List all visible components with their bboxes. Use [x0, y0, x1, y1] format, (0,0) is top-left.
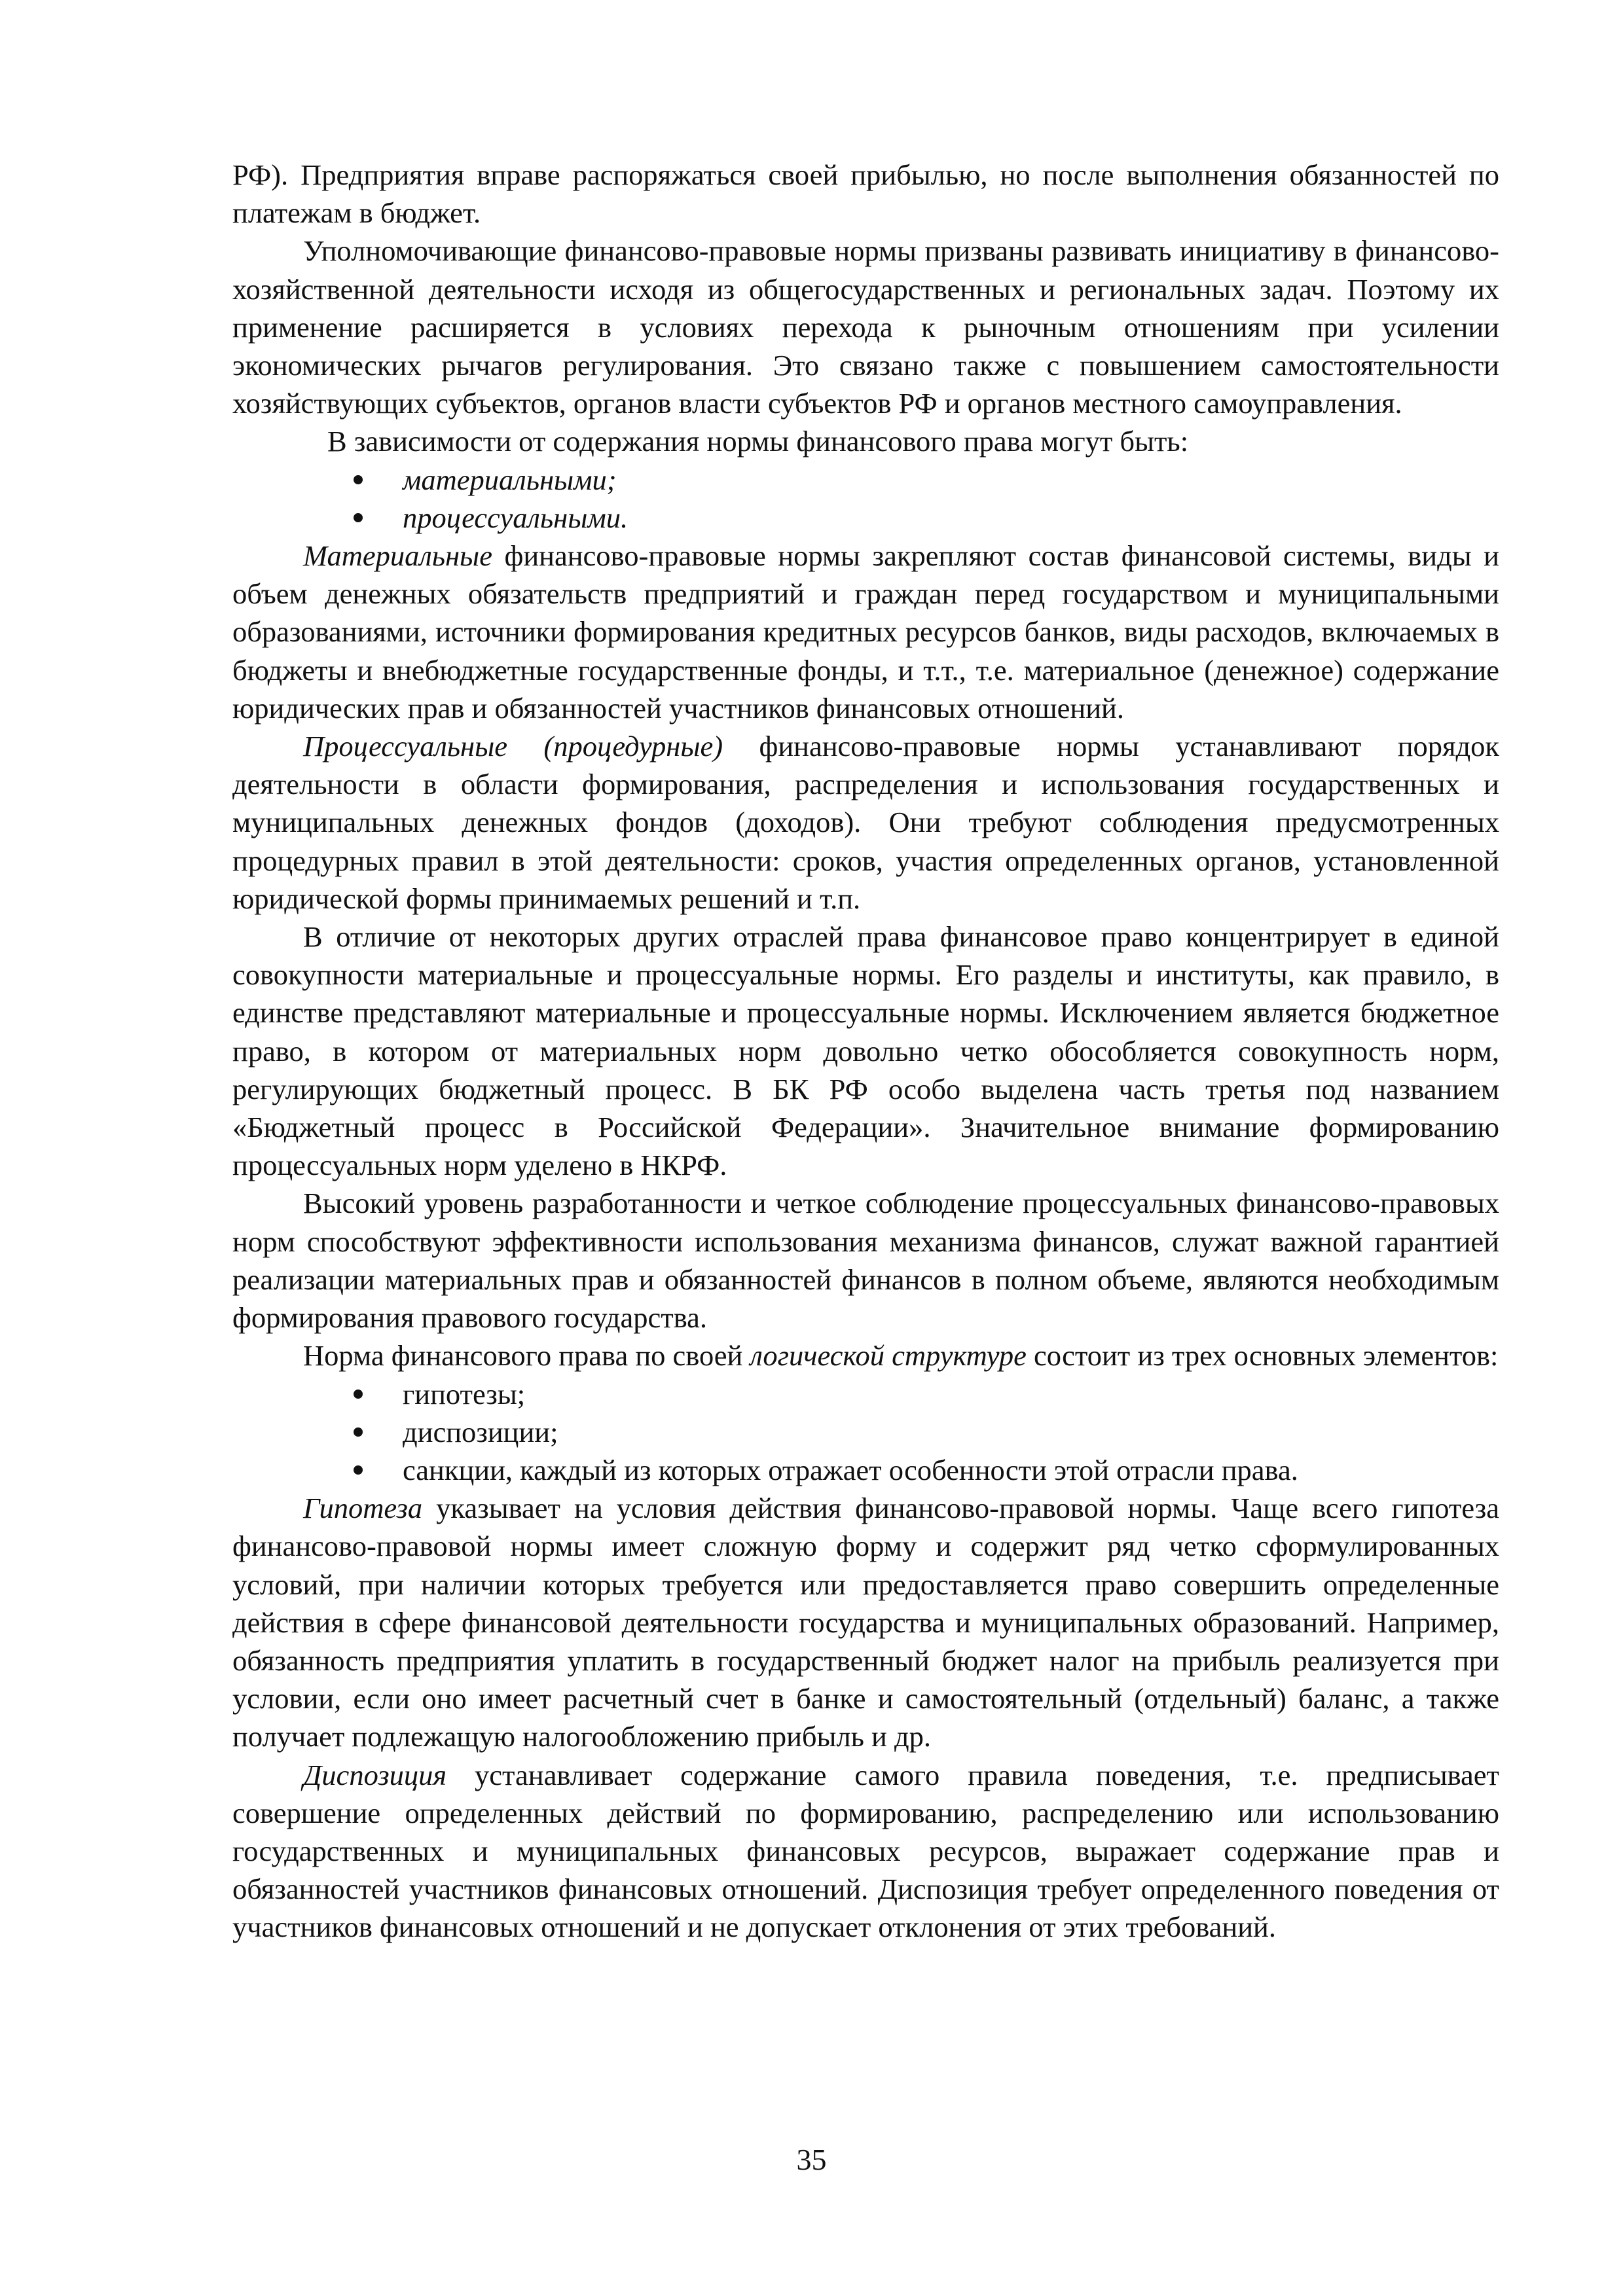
list-norm-types	[232, 461, 1499, 537]
bullet-icon	[354, 513, 363, 522]
paragraph-disposition	[232, 1756, 1499, 1946]
paragraph-text: финансово-правовые нормы устанавливают порядок деятельности в области формирования, распределения и использования государственных и муниципальных денежных фондов (доходов). Они требуют соблюдения предусмотренных процедурных правил в этой деятельности: сроков, участия определенных органов, установленной юридической формы принимаемых решений и т.п.	[232, 730, 1499, 915]
term-logical-structure: логической структуре	[750, 1339, 1027, 1372]
bullet-icon	[354, 1427, 363, 1437]
list-item	[232, 499, 1499, 537]
list-item	[232, 1451, 1499, 1489]
list-item-text: диспозиции;	[403, 1415, 558, 1448]
bullet-icon	[354, 1390, 363, 1399]
list-item-text: процессуальными.	[403, 501, 629, 534]
term-material: Материальные	[303, 539, 492, 573]
paragraph-hypothesis	[232, 1489, 1499, 1755]
document-page	[232, 156, 1499, 1946]
list-item-text: гипотезы;	[403, 1377, 526, 1410]
paragraph-text: финансово-правовые нормы закрепляют состав финансовой системы, виды и объем денежных обязательств предприятий и граждан перед государством и муниципальными образованиями, источники формирования кредитных ресурсов банков, виды расходов, включаемых в бюджеты и внебюджетные государственные фонды, и т.т., т.е. материальное (денежное) содержание юридических прав и обязанностей участников финансовых отношений.	[232, 539, 1499, 725]
paragraph-text: устанавливает содержание самого правила поведения, т.е. предписывает совершение определенных действий по формированию, распределению или использованию государственных и муниципальных финансовых ресурсов, выражает содержание прав и обязанностей участников финансовых отношений. Диспозиция требует определенного поведения от участников финансовых отношений и не допускает отклонения от этих требований.	[232, 1758, 1499, 1944]
paragraph-procedural-norms	[232, 727, 1499, 918]
list-item	[232, 461, 1499, 499]
paragraph-procedural-development: Высокий уровень разработанности и четкое соблюдение процессуальных финансово-правовых норм способствуют эффективности использования механизма финансов, служат важной гарантией реализации материальных прав и обязанностей финансов в полном объеме, являются необходимым формирования правового государства.	[232, 1187, 1499, 1335]
paragraph-empowering-norms: Уполномочивающие финансово-правовые нормы призваны развивать инициативу в финансово-хозяйственной деятельности исходя из общегосударственных и региональных задач. Поэтому их применение расширяется в условиях перехода к рыночным отношениям при усилении экономических рычагов регулирования. Это связано также с повышением самостоятельности хозяйствующих субъектов, органов власти субъектов РФ и органов местного самоуправления.	[232, 234, 1499, 420]
paragraph-financial-law-concentration: В отличие от некоторых других отраслей права финансовое право концентрирует в единой совокупности материальные и процессуальные нормы. Его разделы и институты, как правило, в единстве представляют материальные и процессуальные нормы. Исключением является бюджетное право, в котором от материальных норм довольно четко обособляется совокупность норм, регулирующих бюджетный процесс. В БК РФ особо выделена часть третья под названием «Бюджетный процесс в Российской Федерации». Значительное внимание формированию процессуальных норм уделено в НКРФ.	[232, 920, 1499, 1182]
bullet-icon	[354, 1465, 363, 1475]
paragraph-text: указывает на условия действия финансово-правовой нормы. Чаще всего гипотеза финансово-правовой нормы имеет сложную форму и содержит ряд четко сформулированных условий, при наличии которых требуется или предоставляется право совершить определенные действия в сфере финансовой деятельности государства и муниципальных образований. Например, обязанность предприятия уплатить в государственный бюджет налог на прибыль реализуется при условии, если оно имеет расчетный счет в банке и самостоятельный (отдельный) баланс, а также получает подлежащую налогообложению прибыль и др.	[232, 1492, 1499, 1753]
list-item-text: санкции, каждый из которых отражает особенности этой отрасли права.	[403, 1453, 1298, 1486]
paragraph-text: Норма финансового права по своей	[303, 1339, 750, 1372]
term-disposition: Диспозиция	[303, 1758, 447, 1791]
paragraph-text: состоит из трех основных элементов:	[1026, 1339, 1499, 1372]
paragraph-logical-structure	[232, 1336, 1499, 1374]
list-structure-elements	[232, 1375, 1499, 1490]
paragraph-material-norms	[232, 537, 1499, 727]
list-item-text: материальными;	[403, 463, 617, 496]
term-hypothesis: Гипотеза	[303, 1492, 423, 1525]
list-item	[232, 1375, 1499, 1413]
page-number: 35	[796, 2143, 827, 2176]
term-procedural: Процессуальные (процедурные)	[303, 730, 723, 763]
list-item	[232, 1413, 1499, 1451]
bullet-icon	[354, 475, 363, 484]
paragraph-continuation: РФ). Предприятия вправе распоряжаться своей прибылью, но после выполнения обязанностей по платежам в бюджет.	[232, 158, 1499, 230]
paragraph-norm-types-intro: В зависимости от содержания нормы финансового права могут быть:	[327, 425, 1189, 458]
